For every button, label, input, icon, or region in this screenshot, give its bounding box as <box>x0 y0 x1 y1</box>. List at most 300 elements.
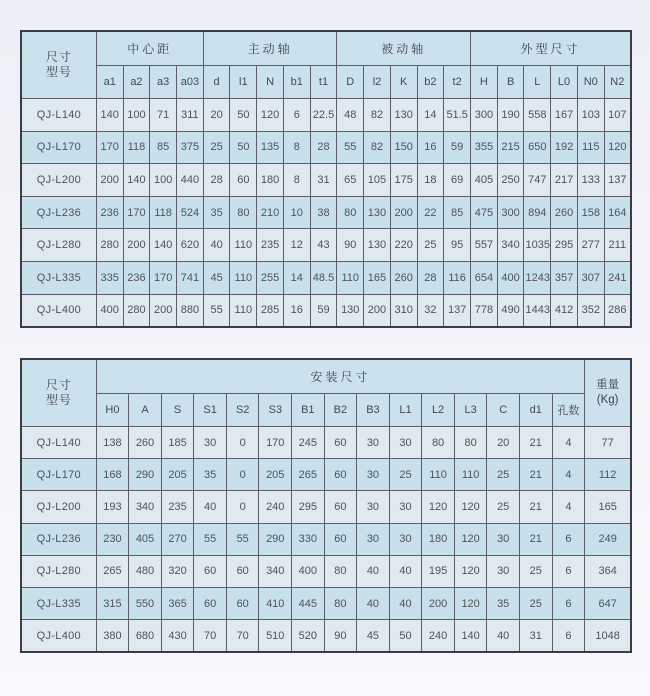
value-cell: 100 <box>123 99 150 132</box>
column-header-S: S <box>161 394 194 427</box>
value-cell: 315 <box>96 587 129 619</box>
model-cell: QJ-L140 <box>21 427 96 459</box>
value-cell: 650 <box>524 131 551 164</box>
value-cell: 311 <box>177 99 204 132</box>
value-cell: 118 <box>123 131 150 164</box>
value-cell: 10 <box>283 196 310 229</box>
value-cell: 260 <box>551 196 578 229</box>
value-cell: 200 <box>123 229 150 262</box>
value-cell: 295 <box>551 229 578 262</box>
main-dimensions-table-body <box>21 99 631 328</box>
value-cell: 90 <box>324 620 357 653</box>
value-cell: 38 <box>310 196 337 229</box>
value-cell: 270 <box>161 523 194 555</box>
value-cell: 140 <box>96 99 123 132</box>
table-row <box>21 459 631 491</box>
value-cell: 120 <box>422 491 455 523</box>
column-header-d: d <box>203 66 230 99</box>
model-column-header <box>21 359 96 427</box>
value-cell: 230 <box>96 523 129 555</box>
column-header-L3: L3 <box>454 394 487 427</box>
value-cell: 440 <box>177 164 204 197</box>
value-cell: 0 <box>226 427 259 459</box>
value-cell: 192 <box>551 131 578 164</box>
model-cell: QJ-L335 <box>21 587 96 619</box>
weight-cell: 77 <box>585 427 631 459</box>
column-header-孔数: 孔数 <box>552 394 585 427</box>
value-cell: 110 <box>454 459 487 491</box>
value-cell: 25 <box>487 491 520 523</box>
value-cell: 4 <box>552 491 585 523</box>
value-cell: 180 <box>422 523 455 555</box>
group-header-row <box>21 359 631 394</box>
value-cell: 510 <box>259 620 292 653</box>
value-cell: 195 <box>422 555 455 587</box>
table-row <box>21 620 631 653</box>
value-cell: 40 <box>389 555 422 587</box>
value-cell: 110 <box>422 459 455 491</box>
value-cell: 40 <box>194 491 227 523</box>
column-header-b2: b2 <box>417 66 444 99</box>
value-cell: 170 <box>259 427 292 459</box>
value-cell: 170 <box>96 131 123 164</box>
value-cell: 21 <box>519 491 552 523</box>
weight-column-header-line2: (Kg) <box>596 394 619 406</box>
value-cell: 70 <box>194 620 227 653</box>
value-cell: 16 <box>283 294 310 327</box>
value-cell: 165 <box>364 261 391 294</box>
model-cell: QJ-L400 <box>21 294 96 327</box>
value-cell: 880 <box>177 294 204 327</box>
column-header-N0: N0 <box>577 66 604 99</box>
main-dimensions-table <box>20 30 632 328</box>
value-cell: 235 <box>257 229 284 262</box>
model-column-header-line1: 尺寸 <box>45 378 72 392</box>
value-cell: 45 <box>203 261 230 294</box>
value-cell: 50 <box>230 99 257 132</box>
value-cell: 167 <box>551 99 578 132</box>
model-cell: QJ-L335 <box>21 261 96 294</box>
table-row <box>21 261 631 294</box>
group-header-row <box>21 31 631 66</box>
value-cell: 59 <box>310 294 337 327</box>
column-header-S2: S2 <box>226 394 259 427</box>
value-cell: 250 <box>497 164 524 197</box>
value-cell: 778 <box>471 294 498 327</box>
installation-dimensions-table <box>20 358 632 653</box>
model-cell: QJ-L200 <box>21 164 96 197</box>
value-cell: 22.5 <box>310 99 337 132</box>
value-cell: 235 <box>161 491 194 523</box>
value-cell: 22 <box>417 196 444 229</box>
value-cell: 30 <box>389 523 422 555</box>
value-cell: 352 <box>577 294 604 327</box>
value-cell: 175 <box>390 164 417 197</box>
value-cell: 140 <box>123 164 150 197</box>
value-cell: 400 <box>292 555 325 587</box>
value-cell: 55 <box>203 294 230 327</box>
value-cell: 110 <box>230 294 257 327</box>
value-cell: 133 <box>577 164 604 197</box>
value-cell: 80 <box>230 196 257 229</box>
model-cell: QJ-L236 <box>21 523 96 555</box>
value-cell: 35 <box>487 587 520 619</box>
value-cell: 475 <box>471 196 498 229</box>
value-cell: 25 <box>487 459 520 491</box>
value-cell: 280 <box>96 229 123 262</box>
value-cell: 130 <box>364 196 391 229</box>
column-header-a1: a1 <box>96 66 123 99</box>
value-cell: 30 <box>487 555 520 587</box>
group-header-center-distance: 中心距 <box>96 31 203 66</box>
value-cell: 340 <box>259 555 292 587</box>
value-cell: 400 <box>96 294 123 327</box>
group-header-driven-shaft: 被动轴 <box>337 31 471 66</box>
column-header-N2: N2 <box>604 66 631 99</box>
column-header-B2: B2 <box>324 394 357 427</box>
value-cell: 241 <box>604 261 631 294</box>
column-header-b1: b1 <box>283 66 310 99</box>
weight-column-header <box>585 359 631 427</box>
value-cell: 59 <box>444 131 471 164</box>
weight-cell: 165 <box>585 491 631 523</box>
value-cell: 0 <box>226 491 259 523</box>
table-row <box>21 131 631 164</box>
value-cell: 240 <box>259 491 292 523</box>
value-cell: 200 <box>96 164 123 197</box>
model-cell: QJ-L280 <box>21 229 96 262</box>
value-cell: 295 <box>292 491 325 523</box>
value-cell: 120 <box>604 131 631 164</box>
table-row <box>21 99 631 132</box>
column-header-B3: B3 <box>357 394 390 427</box>
value-cell: 120 <box>454 491 487 523</box>
value-cell: 25 <box>519 555 552 587</box>
value-cell: 21 <box>519 459 552 491</box>
value-cell: 69 <box>444 164 471 197</box>
value-cell: 550 <box>129 587 162 619</box>
column-header-B: B <box>497 66 524 99</box>
value-cell: 90 <box>337 229 364 262</box>
weight-cell: 647 <box>585 587 631 619</box>
value-cell: 85 <box>444 196 471 229</box>
column-header-l1: l1 <box>230 66 257 99</box>
value-cell: 200 <box>422 587 455 619</box>
model-cell: QJ-L170 <box>21 131 96 164</box>
weight-column-header-line1: 重量 <box>596 379 620 391</box>
group-header-outline-dimensions: 外型尺寸 <box>471 31 631 66</box>
value-cell: 20 <box>203 99 230 132</box>
value-cell: 82 <box>364 99 391 132</box>
value-cell: 405 <box>471 164 498 197</box>
value-cell: 340 <box>497 229 524 262</box>
value-cell: 30 <box>194 427 227 459</box>
value-cell: 60 <box>324 459 357 491</box>
value-cell: 412 <box>551 294 578 327</box>
value-cell: 1443 <box>524 294 551 327</box>
value-cell: 277 <box>577 229 604 262</box>
value-cell: 80 <box>324 555 357 587</box>
table-row <box>21 164 631 197</box>
column-header-a2: a2 <box>123 66 150 99</box>
value-cell: 48.5 <box>310 261 337 294</box>
value-cell: 158 <box>577 196 604 229</box>
value-cell: 140 <box>454 620 487 653</box>
main-dimensions-table-header <box>21 31 631 99</box>
model-cell: QJ-L400 <box>21 620 96 653</box>
weight-cell: 112 <box>585 459 631 491</box>
value-cell: 115 <box>577 131 604 164</box>
value-cell: 380 <box>96 620 129 653</box>
value-cell: 80 <box>422 427 455 459</box>
value-cell: 524 <box>177 196 204 229</box>
value-cell: 557 <box>471 229 498 262</box>
value-cell: 120 <box>257 99 284 132</box>
value-cell: 480 <box>129 555 162 587</box>
value-cell: 236 <box>96 196 123 229</box>
value-cell: 103 <box>577 99 604 132</box>
value-cell: 16 <box>417 131 444 164</box>
value-cell: 43 <box>310 229 337 262</box>
value-cell: 130 <box>337 294 364 327</box>
column-header-a03: a03 <box>177 66 204 99</box>
column-header-L0: L0 <box>551 66 578 99</box>
column-header-K: K <box>390 66 417 99</box>
value-cell: 307 <box>577 261 604 294</box>
table-row <box>21 491 631 523</box>
value-cell: 110 <box>230 261 257 294</box>
value-cell: 300 <box>471 99 498 132</box>
value-cell: 8 <box>283 131 310 164</box>
column-header-L: L <box>524 66 551 99</box>
value-cell: 741 <box>177 261 204 294</box>
value-cell: 170 <box>123 196 150 229</box>
value-cell: 130 <box>364 229 391 262</box>
value-cell: 18 <box>417 164 444 197</box>
value-cell: 138 <box>96 427 129 459</box>
value-cell: 40 <box>357 587 390 619</box>
value-cell: 430 <box>161 620 194 653</box>
value-cell: 6 <box>552 555 585 587</box>
value-cell: 290 <box>129 459 162 491</box>
value-cell: 60 <box>226 555 259 587</box>
value-cell: 357 <box>551 261 578 294</box>
model-cell: QJ-L200 <box>21 491 96 523</box>
value-cell: 0 <box>226 459 259 491</box>
value-cell: 30 <box>357 523 390 555</box>
value-cell: 320 <box>161 555 194 587</box>
value-cell: 25 <box>203 131 230 164</box>
model-column-header <box>21 31 96 99</box>
value-cell: 40 <box>487 620 520 653</box>
value-cell: 260 <box>390 261 417 294</box>
value-cell: 6 <box>283 99 310 132</box>
value-cell: 40 <box>357 555 390 587</box>
value-cell: 340 <box>129 491 162 523</box>
value-cell: 193 <box>96 491 129 523</box>
model-column-header-line1: 尺寸 <box>45 50 72 64</box>
value-cell: 80 <box>324 587 357 619</box>
value-cell: 260 <box>129 427 162 459</box>
value-cell: 558 <box>524 99 551 132</box>
value-cell: 265 <box>96 555 129 587</box>
model-cell: QJ-L170 <box>21 459 96 491</box>
value-cell: 60 <box>324 491 357 523</box>
value-cell: 1243 <box>524 261 551 294</box>
model-column-header-line2: 型号 <box>45 393 72 407</box>
column-header-row <box>21 66 631 99</box>
value-cell: 355 <box>471 131 498 164</box>
value-cell: 28 <box>203 164 230 197</box>
value-cell: 25 <box>389 459 422 491</box>
value-cell: 654 <box>471 261 498 294</box>
value-cell: 60 <box>194 587 227 619</box>
value-cell: 680 <box>129 620 162 653</box>
table-row <box>21 555 631 587</box>
column-header-H0: H0 <box>96 394 129 427</box>
value-cell: 35 <box>194 459 227 491</box>
weight-cell: 364 <box>585 555 631 587</box>
column-header-B1: B1 <box>292 394 325 427</box>
model-column-header-line2: 型号 <box>45 65 72 79</box>
value-cell: 32 <box>417 294 444 327</box>
value-cell: 180 <box>257 164 284 197</box>
value-cell: 30 <box>389 491 422 523</box>
value-cell: 240 <box>422 620 455 653</box>
value-cell: 71 <box>150 99 177 132</box>
value-cell: 1035 <box>524 229 551 262</box>
value-cell: 55 <box>194 523 227 555</box>
table-row <box>21 196 631 229</box>
model-cell: QJ-L236 <box>21 196 96 229</box>
value-cell: 137 <box>444 294 471 327</box>
table-row <box>21 229 631 262</box>
value-cell: 185 <box>161 427 194 459</box>
value-cell: 21 <box>519 427 552 459</box>
value-cell: 82 <box>364 131 391 164</box>
value-cell: 95 <box>444 229 471 262</box>
value-cell: 48 <box>337 99 364 132</box>
weight-cell: 249 <box>585 523 631 555</box>
value-cell: 31 <box>310 164 337 197</box>
column-header-t2: t2 <box>444 66 471 99</box>
value-cell: 286 <box>604 294 631 327</box>
column-header-L1: L1 <box>389 394 422 427</box>
value-cell: 51.5 <box>444 99 471 132</box>
value-cell: 217 <box>551 164 578 197</box>
value-cell: 25 <box>519 587 552 619</box>
value-cell: 405 <box>129 523 162 555</box>
value-cell: 30 <box>357 459 390 491</box>
column-header-row <box>21 394 631 427</box>
table-row <box>21 587 631 619</box>
value-cell: 520 <box>292 620 325 653</box>
value-cell: 30 <box>487 523 520 555</box>
value-cell: 55 <box>226 523 259 555</box>
value-cell: 200 <box>150 294 177 327</box>
value-cell: 50 <box>230 131 257 164</box>
column-header-a3: a3 <box>150 66 177 99</box>
value-cell: 12 <box>283 229 310 262</box>
column-header-D: D <box>337 66 364 99</box>
group-header-drive-shaft: 主动轴 <box>203 31 337 66</box>
value-cell: 200 <box>364 294 391 327</box>
value-cell: 6 <box>552 620 585 653</box>
value-cell: 130 <box>390 99 417 132</box>
value-cell: 21 <box>519 523 552 555</box>
value-cell: 65 <box>337 164 364 197</box>
value-cell: 236 <box>123 261 150 294</box>
column-header-t1: t1 <box>310 66 337 99</box>
value-cell: 60 <box>324 523 357 555</box>
value-cell: 40 <box>389 587 422 619</box>
value-cell: 310 <box>390 294 417 327</box>
column-header-N: N <box>257 66 284 99</box>
value-cell: 31 <box>519 620 552 653</box>
value-cell: 45 <box>357 620 390 653</box>
value-cell: 110 <box>337 261 364 294</box>
value-cell: 35 <box>203 196 230 229</box>
value-cell: 137 <box>604 164 631 197</box>
value-cell: 330 <box>292 523 325 555</box>
value-cell: 4 <box>552 427 585 459</box>
value-cell: 55 <box>337 131 364 164</box>
table-row <box>21 294 631 327</box>
value-cell: 200 <box>390 196 417 229</box>
column-header-S1: S1 <box>194 394 227 427</box>
value-cell: 40 <box>203 229 230 262</box>
value-cell: 120 <box>454 555 487 587</box>
value-cell: 150 <box>390 131 417 164</box>
column-header-A: A <box>129 394 162 427</box>
value-cell: 255 <box>257 261 284 294</box>
value-cell: 8 <box>283 164 310 197</box>
value-cell: 290 <box>259 523 292 555</box>
value-cell: 60 <box>226 587 259 619</box>
value-cell: 107 <box>604 99 631 132</box>
value-cell: 285 <box>257 294 284 327</box>
value-cell: 85 <box>150 131 177 164</box>
value-cell: 400 <box>497 261 524 294</box>
value-cell: 265 <box>292 459 325 491</box>
value-cell: 375 <box>177 131 204 164</box>
value-cell: 445 <box>292 587 325 619</box>
value-cell: 245 <box>292 427 325 459</box>
value-cell: 490 <box>497 294 524 327</box>
value-cell: 4 <box>552 459 585 491</box>
value-cell: 120 <box>454 587 487 619</box>
value-cell: 80 <box>454 427 487 459</box>
column-header-l2: l2 <box>364 66 391 99</box>
installation-table-header <box>21 359 631 427</box>
value-cell: 300 <box>497 196 524 229</box>
value-cell: 30 <box>357 427 390 459</box>
model-cell: QJ-L280 <box>21 555 96 587</box>
value-cell: 210 <box>257 196 284 229</box>
value-cell: 70 <box>226 620 259 653</box>
value-cell: 170 <box>150 261 177 294</box>
column-header-H: H <box>471 66 498 99</box>
value-cell: 60 <box>194 555 227 587</box>
value-cell: 60 <box>324 427 357 459</box>
value-cell: 168 <box>96 459 129 491</box>
value-cell: 365 <box>161 587 194 619</box>
installation-table-body <box>21 427 631 653</box>
value-cell: 30 <box>357 491 390 523</box>
value-cell: 215 <box>497 131 524 164</box>
value-cell: 205 <box>161 459 194 491</box>
value-cell: 20 <box>487 427 520 459</box>
